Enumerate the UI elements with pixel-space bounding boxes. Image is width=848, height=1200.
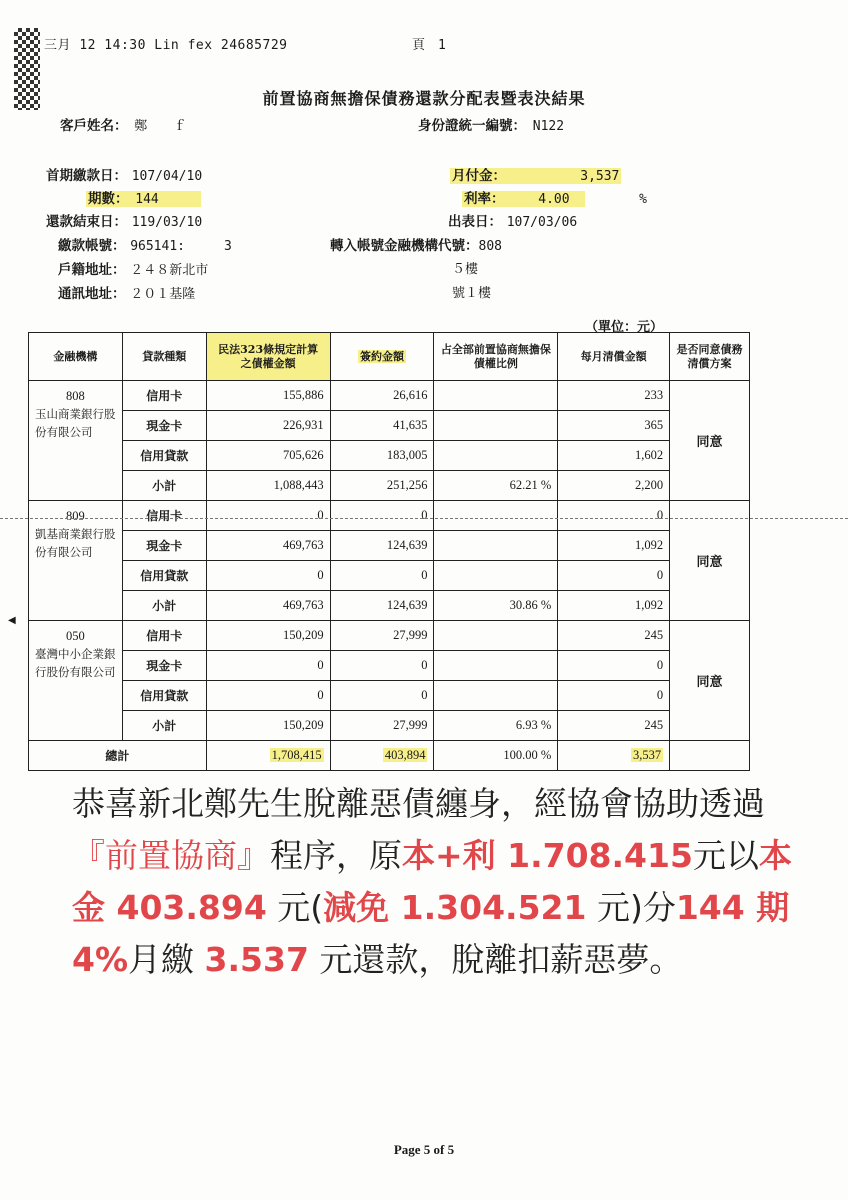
fax-scan-line [0, 518, 848, 519]
header-contract-amount: 簽約金額 [330, 333, 434, 381]
monthly-payment-cell: 0 [558, 651, 670, 681]
header-monthly: 每月清償金額 [558, 333, 670, 381]
ratio-cell [434, 561, 558, 591]
loan-type-cell: 信用卡 [122, 381, 206, 411]
header-ratio: 占全部前置協商無擔保債權比例 [434, 333, 558, 381]
table-row [29, 591, 750, 621]
table-row [29, 471, 750, 501]
bank-code: 809 [66, 509, 85, 523]
monthly-payment-cell: 1,092 [558, 531, 670, 561]
loan-type-cell: 現金卡 [122, 531, 206, 561]
contract-amount-cell: 26,616 [330, 381, 434, 411]
monthly-payment-cell: 1,092 [558, 591, 670, 621]
interest-rate: 利率： 4.00 % [464, 191, 647, 207]
table-row [29, 681, 750, 711]
ratio-cell [434, 681, 558, 711]
claim-amount-cell: 150,209 [206, 621, 330, 651]
total-row [29, 741, 750, 771]
bank-code: 808 [66, 389, 85, 403]
loan-type-cell: 信用卡 [122, 501, 206, 531]
contract-amount-cell: 0 [330, 651, 434, 681]
monthly-payment-cell: 233 [558, 381, 670, 411]
ratio-cell [434, 501, 558, 531]
bank-cell [29, 621, 123, 741]
mailing-address-tail: 號１樓 [452, 286, 492, 301]
agree-cell: 同意 [670, 501, 750, 621]
claim-amount-cell: 155,886 [206, 381, 330, 411]
ratio-cell: 62.21 % [434, 471, 558, 501]
contract-amount-cell: 0 [330, 561, 434, 591]
claim-amount-cell: 0 [206, 681, 330, 711]
total-claim: 1,708,415 [206, 741, 330, 771]
claim-amount-cell: 1,088,443 [206, 471, 330, 501]
total-monthly: 3,537 [558, 741, 670, 771]
monthly-payment: 月付金： 3,537 [452, 168, 620, 184]
monthly-payment-cell: 245 [558, 711, 670, 741]
agree-cell: 同意 [670, 381, 750, 501]
bank-name: 臺灣中小企業銀行股份有限公司 [35, 647, 116, 679]
loan-type-cell: 小計 [122, 591, 206, 621]
claim-amount-cell: 0 [206, 501, 330, 531]
ratio-cell: 6.93 % [434, 711, 558, 741]
claim-amount-cell: 705,626 [206, 441, 330, 471]
loan-type-cell: 小計 [122, 711, 206, 741]
agree-cell: 同意 [670, 621, 750, 741]
header-agree: 是否同意債務清償方案 [670, 333, 750, 381]
monthly-payment-cell: 2,200 [558, 471, 670, 501]
monthly-payment-cell: 0 [558, 561, 670, 591]
contract-amount-cell: 27,999 [330, 711, 434, 741]
loan-type-cell: 信用貸款 [122, 561, 206, 591]
contract-amount-cell: 124,639 [330, 591, 434, 621]
table-row [29, 621, 750, 651]
monthly-payment-cell: 365 [558, 411, 670, 441]
claim-amount-cell: 0 [206, 651, 330, 681]
header-loan-type: 貸款種類 [122, 333, 206, 381]
mailing-address: 通訊地址： ２０１基隆 [58, 286, 196, 302]
payment-account: 繳款帳號： 965141: 3 [58, 238, 232, 254]
table-row [29, 531, 750, 561]
monthly-payment-cell: 0 [558, 681, 670, 711]
debt-allocation-table [28, 332, 750, 771]
issue-date: 出表日： 107/03/06 [448, 214, 578, 230]
congratulation-message: 恭喜新北鄭先生脫離惡債纏身，經協會協助透過『前置協商』程序，原本+利 1.708.415元以本金 403.894 元(減免 1.304.521 元)分144 期 4%月繳 3.537 元還款，脫離扣薪惡夢。 [72, 784, 792, 979]
bank-code: 050 [66, 629, 85, 643]
loan-type-cell: 信用貸款 [122, 681, 206, 711]
contract-amount-cell: 251,256 [330, 471, 434, 501]
unit-label: （單位：元） [585, 320, 664, 335]
fax-header: 三月 12 14:30 Lin fex 24685729 [44, 38, 288, 53]
table-row [29, 561, 750, 591]
customer-name: 客戶姓名： 鄭 ｆ [60, 118, 187, 134]
customer-id: 身份證統一編號： N122 [418, 118, 565, 134]
table-row [29, 501, 750, 531]
table-row [29, 651, 750, 681]
contract-amount-cell: 27,999 [330, 621, 434, 651]
document-title: 前置協商無擔保債務還款分配表暨表決結果 [262, 89, 586, 108]
scan-mark-icon: ◀ [8, 615, 16, 626]
contract-amount-cell: 183,005 [330, 441, 434, 471]
bank-name: 玉山商業銀行股份有限公司 [35, 407, 116, 439]
claim-amount-cell: 226,931 [206, 411, 330, 441]
table-row [29, 441, 750, 471]
ratio-cell [434, 441, 558, 471]
monthly-payment-cell: 1,602 [558, 441, 670, 471]
contract-amount-cell: 41,635 [330, 411, 434, 441]
total-ratio: 100.00 % [434, 741, 558, 771]
total-label: 總計 [29, 741, 207, 771]
table-row [29, 381, 750, 411]
ratio-cell [434, 411, 558, 441]
ratio-cell [434, 621, 558, 651]
contract-amount-cell: 124,639 [330, 531, 434, 561]
first-pay-date: 首期繳款日： 107/04/10 [46, 168, 203, 184]
loan-type-cell: 信用卡 [122, 621, 206, 651]
table-header-row [29, 333, 750, 381]
registered-address: 戶籍地址： ２４８新北市 [58, 262, 209, 278]
monthly-payment-cell: 245 [558, 621, 670, 651]
page-footer: Page 5 of 5 [393, 1142, 455, 1157]
claim-amount-cell: 150,209 [206, 711, 330, 741]
bank-name: 凱基商業銀行股份有限公司 [35, 527, 116, 559]
periods: 期數： 144 [86, 187, 201, 207]
table-row [29, 411, 750, 441]
header-claim-amount: 民法323條規定計算之債權金額 [206, 333, 330, 381]
table-row [29, 711, 750, 741]
end-date: 還款結束日： 119/03/10 [46, 214, 203, 230]
claim-amount-cell: 469,763 [206, 591, 330, 621]
contract-amount-cell: 0 [330, 501, 434, 531]
contract-amount-cell: 0 [330, 681, 434, 711]
fax-page-number: 頁 1 [412, 38, 446, 53]
transfer-bank-code: 轉入帳號金融機構代號：808 [330, 238, 502, 254]
loan-type-cell: 現金卡 [122, 411, 206, 441]
loan-type-cell: 信用貸款 [122, 441, 206, 471]
bank-cell [29, 381, 123, 501]
header-bank: 金融機構 [29, 333, 123, 381]
total-contract: 403,894 [330, 741, 434, 771]
total-agree-empty [670, 741, 750, 771]
ratio-cell [434, 651, 558, 681]
monthly-payment-cell: 0 [558, 501, 670, 531]
loan-type-cell: 小計 [122, 471, 206, 501]
ratio-cell [434, 381, 558, 411]
ratio-cell [434, 531, 558, 561]
registered-address-tail: ５樓 [452, 262, 479, 277]
claim-amount-cell: 0 [206, 561, 330, 591]
loan-type-cell: 現金卡 [122, 651, 206, 681]
claim-amount-cell: 469,763 [206, 531, 330, 561]
ratio-cell: 30.86 % [434, 591, 558, 621]
